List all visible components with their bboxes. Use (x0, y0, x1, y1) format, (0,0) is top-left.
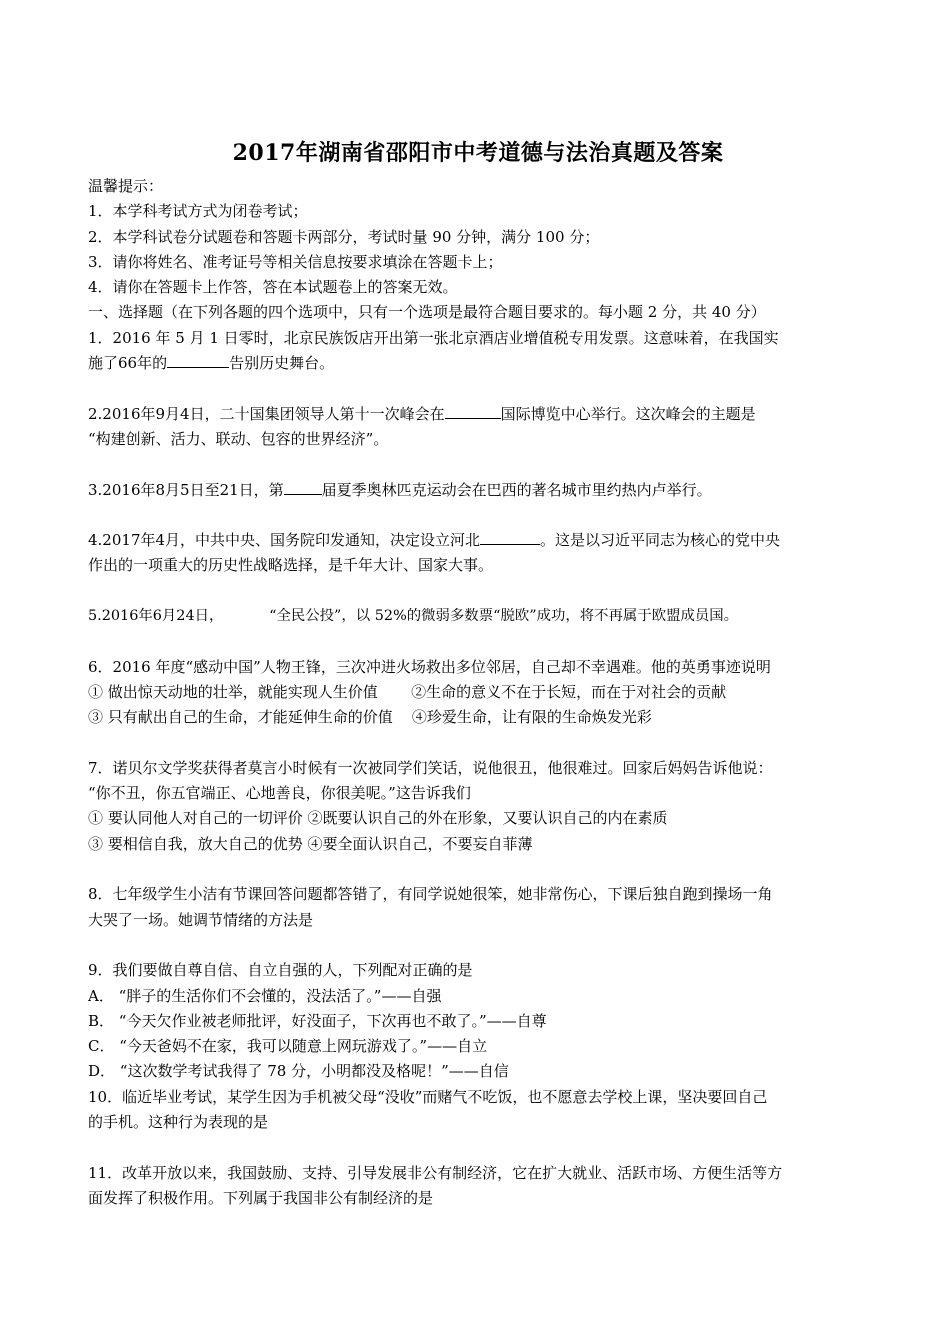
text: 告别历史舞台。 (229, 354, 335, 373)
section-heading: 一、选择题（在下列各题的四个选项中，只有一个选项是最符合题目要求的。每小题 2 分，共 40 分） (88, 303, 766, 322)
answer-blank (445, 402, 501, 419)
question-2-stem-cont: “构建创新、活力、联动、包容的世界经济”。 (88, 429, 389, 448)
tip-item: 4．请你在答题卡上作答，答在本试题卷上的答案无效。 (88, 278, 458, 297)
question-10-stem-cont: 的手机。这种行为表现的是 (88, 1112, 269, 1131)
question-11-stem-cont: 面发挥了积极作用。下列属于我国非公有制经济的是 (88, 1188, 434, 1207)
exam-page (88, 138, 868, 1211)
question-9-stem: 9．我们要做自尊自信、自立自强的人，下列配对正确的是 (88, 961, 473, 980)
question-4-stem-cont: 作出的一项重大的历史性战略选择，是千年大计、国家大事。 (88, 556, 494, 575)
question-8-stem-cont: 大哭了一场。她调节情绪的方法是 (88, 910, 314, 929)
question-1-options (88, 376, 868, 401)
page-title: 2017年湖南省邵阳市中考道德与法治真题及答案 (232, 140, 724, 166)
question-7-stem: 7．诺贝尔文学奖获得者莫言小时候有一次被同学们笑话，说他很丑，他很难过。回家后妈妈告诉他说： (88, 758, 773, 777)
question-7-stem-cont: “你不丑，你五官端正、心地善良，你很美呢。”这告诉我们 (88, 784, 471, 803)
question-8-stem: 8．七年级学生小洁有节课回答问题都答错了，有同学说她很笨，她非常伤心，下课后独自跑到操场一角 (88, 885, 773, 904)
question-2-options (88, 452, 868, 477)
tip-item: 1．本学科考试方式为闭卷考试； (88, 202, 308, 221)
question-4-stem (88, 528, 868, 553)
question-9-option-c: C． “今天爸妈不在家，我可以随意上网玩游戏了。”——自立 (88, 1037, 488, 1056)
tip-item: 3．请你将姓名、准考证号等相关信息按要求填涂在答题卡上； (88, 252, 503, 271)
question-9-option-d: D． “这次数学考试我得了 78 分，小明都没及格呢！”——自信 (88, 1062, 509, 1081)
question-6-options (88, 731, 868, 756)
question-9-option-a: A． “胖子的生活你们不会懂的，没法活了。”——自强 (88, 986, 442, 1005)
tips-heading: 温馨提示： (88, 177, 164, 195)
question-10-stem: 10．临近毕业考试，某学生因为手机被父母“没收”而赌气不吃饭，也不愿意去学校上课，坚决要回自己 (88, 1087, 768, 1106)
tip-item: 2．本学科试卷分试题卷和答题卡两部分，考试时量 90 分钟，满分 100 分； (88, 227, 600, 246)
answer-blank (284, 478, 322, 495)
text: 施了66年的 (88, 354, 168, 373)
question-9-option-b: B． “今天欠作业被老师批评，好没面子，下次再也不敢了。”——自尊 (88, 1011, 547, 1030)
answer-blank (480, 528, 540, 545)
text: 国际博览中心举行。这次峰会的主题是 (500, 404, 756, 423)
text: 。这是以习近平同志为核心的党中央 (540, 531, 781, 550)
question-3-stem (88, 478, 868, 503)
question-6-statement: ③ 只有献出自己的生命，才能延伸生命的价值 ④珍爱生命，让有限的生命焕发光彩 (88, 708, 652, 727)
question-5-stem: 5.2016年6月24日， “全民公投”，以 52%的微弱多数票“脱欧”成功，将不再属于欧盟成员国。 (88, 608, 739, 625)
text: 3.2016年8月5日至21日，第 (88, 480, 284, 499)
question-7-options (88, 857, 868, 882)
question-1-stem-cont (88, 351, 868, 376)
question-7-statement: ① 要认同他人对自己的一切评价 ②既要认识自己的外在形象，又要认识自己的内在素质 (88, 809, 668, 828)
text: 2.2016年9月4日，二十国集团领导人第十一次峰会在 (88, 404, 445, 423)
question-10-options (88, 1135, 868, 1160)
question-6-statement: ① 做出惊天动地的壮举，就能实现人生价值 ②生命的意义不在于长短，而在于对社会的贡献 (88, 682, 727, 701)
question-4-options (88, 579, 868, 604)
question-3-options (88, 503, 868, 528)
answer-blank (167, 351, 229, 368)
question-1-stem: 1．2016 年 5 月 1 日零时，北京民族饭店开出第一张北京酒店业增值税专用发票。这意味着，在我国实 (88, 328, 779, 347)
question-11-stem: 11．改革开放以来，我国鼓励、支持、引导发展非公有制经济，它在扩大就业、活跃市场、方便生活等方 (88, 1163, 783, 1182)
question-6-stem: 6．2016 年度“感动中国”人物王锋，三次冲进火场救出多位邻居，自己却不幸遇难。他的英勇事迹说明 (88, 657, 771, 676)
question-2-stem (88, 402, 868, 427)
text: 届夏季奥林匹克运动会在巴西的著名城市里约热内卢举行。 (321, 480, 712, 499)
question-7-statement: ③ 要相信自我，放大自己的优势 ④要全面认识自己，不要妄自菲薄 (88, 834, 533, 853)
question-5-options (88, 629, 868, 654)
text: 4.2017年4月，中共中央、国务院印发通知，决定设立河北 (88, 531, 481, 550)
question-8-options (88, 933, 868, 958)
